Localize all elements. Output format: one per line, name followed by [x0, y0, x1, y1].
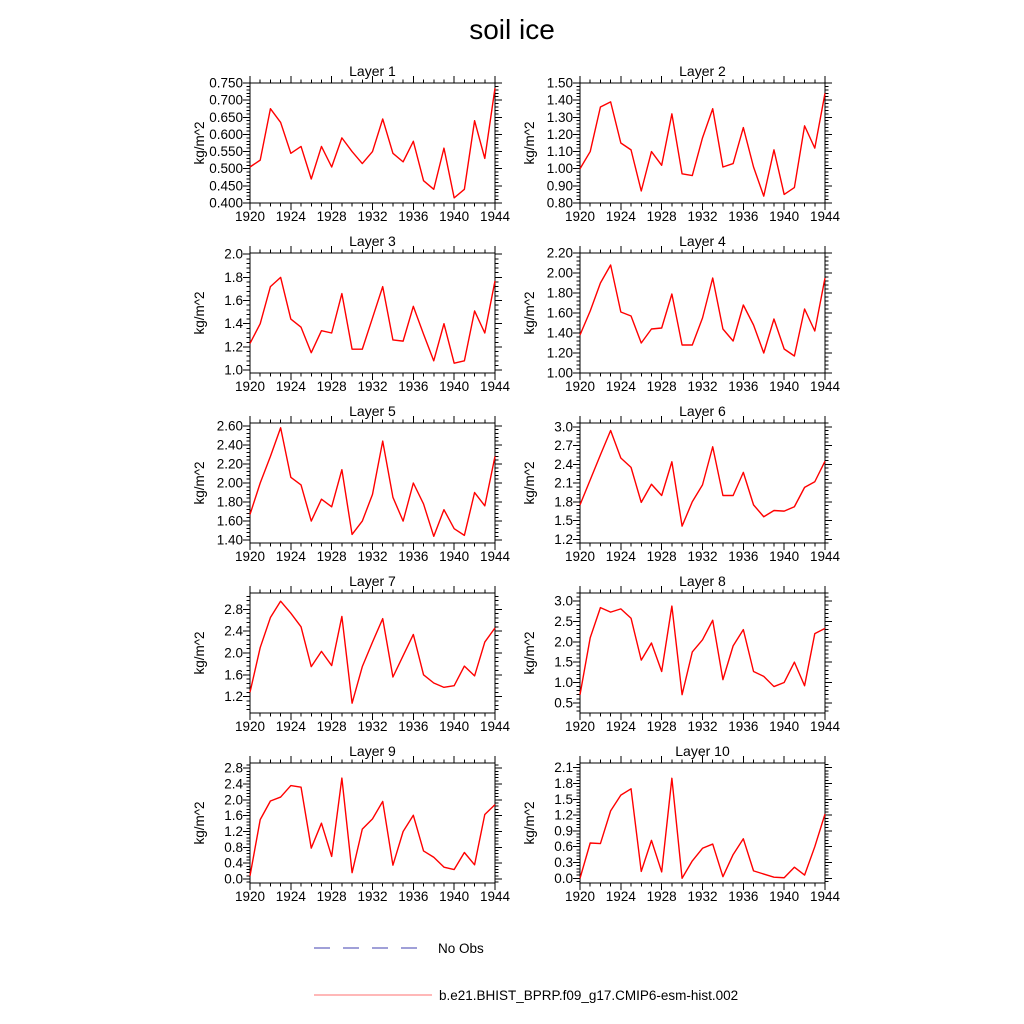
y-tick-label: 0.500	[209, 161, 243, 177]
x-tick-label: 1936	[728, 719, 759, 734]
chart-title: Layer 10	[675, 743, 730, 759]
legend-entry-series	[312, 987, 738, 1003]
y-tick-label: 2.40	[216, 437, 243, 453]
x-tick-label: 1932	[357, 379, 388, 394]
chart-svg	[520, 225, 860, 395]
x-tick-label: 1932	[357, 209, 388, 224]
x-tick-label: 1932	[687, 889, 718, 904]
x-tick-label: 1932	[357, 549, 388, 564]
y-tick-label: 2.0	[224, 645, 243, 661]
y-tick-label: 0.3	[554, 854, 573, 870]
y-tick-label: 2.5	[554, 613, 573, 629]
y-tick-label: 1.6	[224, 667, 243, 683]
plot-box	[250, 763, 495, 883]
x-tick-label: 1936	[398, 889, 429, 904]
series-line	[250, 88, 495, 198]
chart-title: Layer 8	[679, 573, 726, 589]
chart-layer-5	[190, 395, 530, 565]
y-tick-label: 1.10	[546, 144, 573, 160]
plot-box	[250, 253, 495, 373]
x-tick-label: 1936	[728, 209, 759, 224]
x-tick-label: 1944	[809, 209, 841, 224]
y-tick-label: 1.40	[546, 92, 573, 108]
y-tick-label: 1.6	[224, 808, 243, 824]
series-line	[580, 93, 825, 196]
y-tick-label: 2.4	[554, 456, 573, 472]
y-tick-label: 0.8	[224, 839, 243, 855]
legend-entry-no-obs	[312, 940, 484, 956]
x-tick-label: 1940	[769, 379, 800, 394]
x-tick-label: 1928	[316, 209, 347, 224]
chart-title: Layer 7	[349, 573, 396, 589]
plot-box	[250, 423, 495, 543]
chart-layer-6	[520, 395, 860, 565]
x-tick-label: 1924	[605, 889, 636, 904]
y-tick-label: 0.700	[209, 92, 243, 108]
y-axis-label: kg/m^2	[522, 121, 537, 165]
x-tick-label: 1924	[275, 889, 306, 904]
series-line	[580, 265, 825, 356]
plot-box	[580, 763, 825, 883]
series-line	[580, 431, 825, 527]
y-axis-label: kg/m^2	[192, 291, 207, 335]
x-tick-label: 1928	[646, 719, 677, 734]
x-tick-label: 1920	[564, 719, 596, 734]
x-tick-label: 1920	[234, 889, 266, 904]
legend-label-series: b.e21.BHIST_BPRP.f09_g17.CMIP6-esm-hist.002	[439, 987, 739, 1003]
y-tick-label: 2.0	[554, 634, 573, 650]
x-tick-label: 1936	[398, 549, 429, 564]
chart-layer-4	[520, 225, 860, 395]
x-tick-label: 1928	[316, 379, 347, 394]
y-tick-label: 2.8	[224, 601, 243, 617]
x-tick-label: 1924	[275, 549, 306, 564]
chart-layer-2	[520, 55, 860, 225]
x-tick-label: 1924	[275, 209, 306, 224]
chart-title: Layer 1	[349, 63, 396, 79]
y-axis-label: kg/m^2	[522, 801, 537, 845]
x-tick-label: 1936	[398, 379, 429, 394]
x-tick-label: 1924	[605, 209, 636, 224]
x-tick-label: 1920	[564, 379, 596, 394]
x-tick-label: 1920	[564, 209, 596, 224]
y-tick-label: 1.40	[216, 532, 243, 548]
axis-ticks	[573, 76, 832, 210]
x-tick-label: 1940	[439, 549, 470, 564]
x-tick-label: 1932	[687, 209, 718, 224]
x-tick-label: 1940	[769, 719, 800, 734]
y-tick-label: 2.00	[216, 475, 243, 491]
y-axis-label: kg/m^2	[522, 461, 537, 505]
chart-layer-7	[190, 565, 530, 735]
y-axis-label: kg/m^2	[522, 291, 537, 335]
y-tick-label: 1.20	[546, 126, 573, 142]
x-tick-label: 1924	[275, 379, 306, 394]
y-axis-label: kg/m^2	[192, 121, 207, 165]
y-tick-label: 2.4	[224, 776, 243, 792]
x-tick-label: 1920	[564, 889, 596, 904]
plot-box	[580, 593, 825, 713]
series-line	[250, 277, 495, 363]
chart-svg	[190, 735, 530, 905]
chart-svg	[520, 735, 860, 905]
y-tick-label: 2.0	[224, 792, 243, 808]
no-obs-dashed-line-swatch	[312, 940, 424, 956]
y-tick-label: 2.4	[224, 623, 243, 639]
x-tick-label: 1924	[275, 719, 306, 734]
x-tick-label: 1920	[234, 379, 266, 394]
legend-label-no-obs: No Obs	[438, 940, 484, 956]
y-tick-label: 1.5	[554, 791, 573, 807]
y-tick-label: 1.2	[224, 689, 243, 705]
series-line-swatch	[312, 987, 434, 1003]
y-tick-label: 0.9	[554, 823, 573, 839]
y-tick-label: 2.7	[554, 438, 573, 453]
y-tick-label: 1.80	[216, 494, 243, 510]
chart-layer-9	[190, 735, 530, 905]
y-tick-label: 1.5	[554, 654, 573, 670]
chart-layer-10	[520, 735, 860, 905]
x-tick-label: 1928	[646, 889, 677, 904]
x-tick-label: 1932	[687, 379, 718, 394]
axis-ticks	[573, 756, 832, 890]
y-tick-label: 0.450	[209, 178, 243, 194]
x-tick-label: 1936	[398, 209, 429, 224]
y-tick-label: 1.2	[224, 824, 243, 840]
x-tick-label: 1944	[809, 379, 841, 394]
y-tick-label: 2.1	[554, 475, 573, 491]
x-tick-label: 1944	[809, 889, 841, 904]
y-tick-label: 1.50	[546, 75, 573, 91]
x-tick-label: 1932	[687, 549, 718, 564]
x-tick-label: 1928	[646, 549, 677, 564]
y-tick-label: 1.2	[554, 531, 573, 547]
y-tick-label: 1.20	[546, 345, 573, 361]
y-tick-label: 0.600	[209, 126, 243, 142]
y-tick-label: 2.60	[216, 418, 243, 434]
x-tick-label: 1936	[728, 379, 759, 394]
chart-title: Layer 9	[349, 743, 396, 759]
y-axis-label: kg/m^2	[192, 461, 207, 505]
y-tick-label: 1.60	[546, 305, 573, 321]
chart-svg	[520, 565, 860, 735]
y-tick-label: 2.8	[224, 760, 243, 776]
y-tick-label: 0.750	[209, 75, 243, 91]
y-tick-label: 1.40	[546, 325, 573, 341]
x-tick-label: 1940	[439, 719, 470, 734]
y-tick-label: 1.00	[546, 161, 573, 177]
chart-title: Layer 6	[679, 403, 726, 419]
y-tick-label: 0.90	[546, 178, 573, 194]
plot-box	[250, 593, 495, 713]
axis-ticks	[243, 756, 502, 890]
y-tick-label: 3.0	[554, 419, 573, 435]
plot-box	[580, 83, 825, 203]
y-axis-label: kg/m^2	[192, 801, 207, 845]
y-tick-label: 1.60	[216, 513, 243, 529]
x-tick-label: 1932	[357, 719, 388, 734]
y-tick-label: 2.0	[224, 246, 243, 262]
x-tick-label: 1924	[605, 719, 636, 734]
x-tick-label: 1928	[316, 719, 347, 734]
x-tick-label: 1936	[728, 889, 759, 904]
x-tick-label: 1932	[357, 889, 388, 904]
axis-ticks	[573, 246, 832, 380]
axis-ticks	[243, 246, 502, 380]
x-tick-label: 1944	[479, 719, 511, 734]
chart-layer-3	[190, 225, 530, 395]
y-axis-label: kg/m^2	[192, 631, 207, 675]
x-tick-label: 1924	[605, 379, 636, 394]
y-tick-label: 1.8	[554, 494, 573, 510]
y-tick-label: 1.2	[554, 807, 573, 823]
axis-ticks	[243, 586, 502, 720]
x-tick-label: 1928	[646, 209, 677, 224]
x-tick-label: 1920	[234, 719, 266, 734]
y-tick-label: 0.400	[209, 195, 243, 211]
x-tick-label: 1940	[439, 209, 470, 224]
series-line	[580, 606, 825, 695]
chart-svg	[520, 395, 860, 565]
series-line	[250, 778, 495, 876]
y-tick-label: 0.4	[224, 855, 243, 871]
x-tick-label: 1944	[479, 379, 511, 394]
y-tick-label: 1.0	[554, 674, 573, 690]
chart-svg	[190, 55, 530, 225]
chart-svg	[190, 395, 530, 565]
x-tick-label: 1928	[316, 889, 347, 904]
x-tick-label: 1944	[809, 549, 841, 564]
x-tick-label: 1944	[809, 719, 841, 734]
series-line	[250, 428, 495, 537]
x-tick-label: 1928	[646, 379, 677, 394]
x-tick-label: 1928	[316, 549, 347, 564]
x-tick-label: 1936	[728, 549, 759, 564]
y-tick-label: 2.1	[554, 760, 573, 776]
y-tick-label: 1.8	[224, 269, 243, 285]
chart-title: Layer 5	[349, 403, 396, 419]
y-tick-label: 1.5	[554, 513, 573, 528]
y-axis-label: kg/m^2	[522, 631, 537, 675]
y-tick-label: 2.20	[546, 245, 573, 261]
y-tick-label: 2.00	[546, 265, 573, 281]
axis-ticks	[573, 586, 832, 720]
y-tick-label: 0.650	[209, 109, 243, 125]
y-tick-label: 1.6	[224, 293, 243, 309]
chart-svg	[190, 565, 530, 735]
y-tick-label: 1.30	[546, 109, 573, 125]
page-title: soil ice	[469, 14, 555, 45]
x-tick-label: 1940	[769, 209, 800, 224]
y-tick-label: 2.20	[216, 456, 243, 472]
y-tick-label: 0.550	[209, 144, 243, 160]
chart-svg	[190, 225, 530, 395]
x-tick-label: 1944	[479, 549, 511, 564]
y-tick-label: 0.80	[546, 195, 573, 211]
y-tick-label: 0.0	[224, 871, 243, 887]
x-tick-label: 1940	[769, 889, 800, 904]
x-tick-label: 1920	[234, 209, 266, 224]
y-tick-label: 1.80	[546, 285, 573, 301]
y-tick-label: 1.4	[224, 316, 243, 332]
x-tick-label: 1936	[398, 719, 429, 734]
x-tick-label: 1944	[479, 209, 511, 224]
series-line	[250, 601, 495, 703]
y-tick-label: 1.00	[546, 365, 573, 381]
x-tick-label: 1940	[439, 889, 470, 904]
y-tick-label: 1.2	[224, 339, 243, 355]
chart-title: Layer 3	[349, 233, 396, 249]
y-tick-label: 0.0	[554, 870, 573, 886]
y-tick-label: 0.6	[554, 839, 573, 855]
chart-title: Layer 2	[679, 63, 726, 79]
x-tick-label: 1932	[687, 719, 718, 734]
x-tick-label: 1920	[234, 549, 266, 564]
chart-title: Layer 4	[679, 233, 726, 249]
y-tick-label: 1.8	[554, 776, 573, 792]
chart-layer-1	[190, 55, 530, 225]
chart-svg	[520, 55, 860, 225]
x-tick-label: 1940	[439, 379, 470, 394]
y-tick-label: 3.0	[554, 593, 573, 609]
y-tick-label: 0.5	[554, 695, 573, 711]
plot-box	[580, 253, 825, 373]
x-tick-label: 1920	[564, 549, 596, 564]
x-tick-label: 1940	[769, 549, 800, 564]
x-tick-label: 1944	[479, 889, 511, 904]
y-tick-label: 1.0	[224, 362, 243, 378]
x-tick-label: 1924	[605, 549, 636, 564]
chart-layer-8	[520, 565, 860, 735]
series-line	[580, 778, 825, 878]
